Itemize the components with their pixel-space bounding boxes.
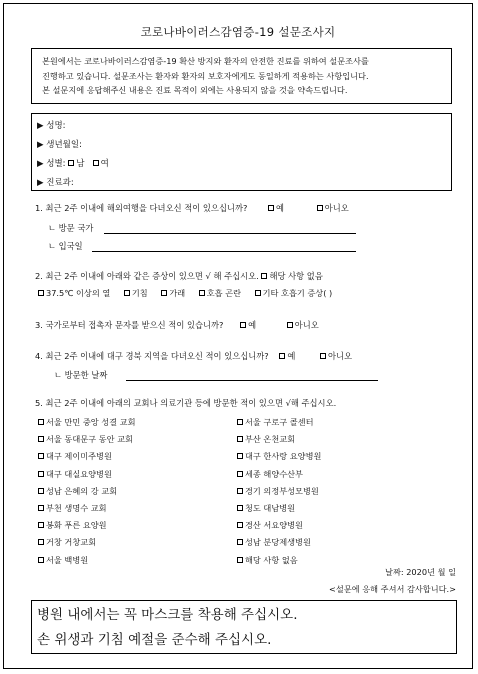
q5-item: 경산 서요양병원 <box>245 520 303 531</box>
gender-male-checkbox[interactable] <box>68 160 74 166</box>
q4-yes-checkbox[interactable] <box>279 353 285 359</box>
q5-checkbox[interactable] <box>38 453 44 459</box>
q4-visit-date-field[interactable] <box>126 380 378 381</box>
notice-line-1: 본원에서는 코로나바이러스감염증-19 확산 방지와 환자의 안전한 진료를 위하여 설문조사를 <box>42 56 369 66</box>
gender-row <box>37 155 451 174</box>
notice-line-3: 본 설문지에 응답해주신 내용은 진료 목적이 외에는 사용되지 않을 것을 약속드립니다. <box>42 85 348 95</box>
questionnaire-page <box>3 3 473 669</box>
q3-no-checkbox[interactable] <box>287 322 293 328</box>
q5-question: 5. 최근 2주 이내에 아래의 교회나 의료기관 등에 방문한 적이 있으면 √해 주십시오. <box>35 398 337 408</box>
q1-yes-checkbox[interactable] <box>268 205 274 211</box>
q5-item: 서울 백병원 <box>46 554 89 565</box>
q2-option-phlegm: 가래 <box>169 288 186 298</box>
q5-item: 해당 사항 없음 <box>245 554 298 565</box>
q3-yes-label: 예 <box>248 320 257 330</box>
reminder-line-2: 손 위생과 기침 예절을 준수해 주십시오. <box>37 632 272 648</box>
dept-label: ▶ 진료과: <box>37 178 74 188</box>
q5-item: 서울 구로구 콜센터 <box>245 417 314 427</box>
gender-label: ▶ 성별: <box>37 159 66 169</box>
thanks-text: <설문에 응해 주셔서 감사합니다.> <box>329 584 456 594</box>
q5-checkbox[interactable] <box>38 419 44 425</box>
q3-no-label: 아니오 <box>294 320 319 330</box>
q5-checkbox[interactable] <box>237 505 243 511</box>
q5-item: 부산 온천교회 <box>245 434 296 445</box>
reminder-line-1: 병원 내에서는 꼭 마스크를 착용해 주십시오. <box>37 607 298 623</box>
q5-checkbox[interactable] <box>237 488 243 494</box>
patient-info-box <box>31 113 452 191</box>
q1-entry-label: ㄴ 입국일 <box>48 241 83 251</box>
name-row <box>37 117 451 136</box>
q5-checkbox[interactable] <box>237 419 243 425</box>
q2-option-checkbox[interactable] <box>38 290 44 296</box>
q5-item: 서울 동대문구 동안 교회 <box>46 434 133 445</box>
q2-option-cough: 기침 <box>131 288 148 298</box>
q5-checkbox[interactable] <box>237 539 243 545</box>
q1-question <box>35 202 349 214</box>
q5-item: 서울 만민 중앙 성결 교회 <box>46 417 136 427</box>
q5-checkbox[interactable] <box>237 436 243 442</box>
date-line: 날짜: 2020년 월 일 <box>385 567 456 577</box>
q5-item: 거창 거창교회 <box>46 537 97 548</box>
q5-item: 대구 제이미주병원 <box>46 451 112 462</box>
q5-checkbox[interactable] <box>237 471 243 477</box>
q5-checkbox[interactable] <box>38 488 44 494</box>
q5-checkbox[interactable] <box>237 453 243 459</box>
q2-none-checkbox[interactable] <box>261 273 267 279</box>
page-title: 코로나바이러스감염증-19 설문조사지 <box>140 25 336 39</box>
q5-item: 성남 은혜의 강 교회 <box>46 485 118 496</box>
gender-female-label: 여 <box>100 159 109 169</box>
q3-yes-checkbox[interactable] <box>240 322 246 328</box>
q5-right-column <box>237 414 321 569</box>
q2-question <box>35 270 323 282</box>
q4-no-checkbox[interactable] <box>320 353 326 359</box>
reminder-box <box>31 600 457 654</box>
q2-option-other: 기타 호흡기 증상( ) <box>262 288 333 298</box>
q5-checkbox[interactable] <box>38 505 44 511</box>
q3-question <box>35 319 319 331</box>
q1-text: 1. 최근 2주 이내에 해외여행을 다녀오신 적이 있으십니까? <box>35 203 248 213</box>
q5-checkbox[interactable] <box>38 522 44 528</box>
q5-item: 경기 의정부성모병원 <box>245 485 319 496</box>
q1-no-checkbox[interactable] <box>317 205 323 211</box>
q2-options <box>38 288 343 299</box>
q2-option-fever: 37.5℃ 이상의 열 <box>46 288 111 298</box>
q5-checkbox[interactable] <box>237 557 243 563</box>
birth-label: ▶ 생년월일: <box>37 140 82 150</box>
q1-country-field[interactable] <box>104 233 356 234</box>
q2-option-checkbox[interactable] <box>161 290 167 296</box>
q5-item: 봉화 푸른 요양원 <box>46 520 107 531</box>
gender-female-checkbox[interactable] <box>93 160 99 166</box>
q2-option-checkbox[interactable] <box>124 290 130 296</box>
q5-checkbox[interactable] <box>38 471 44 477</box>
q4-no-label: 아니오 <box>328 351 353 361</box>
q2-option-checkbox[interactable] <box>199 290 205 296</box>
q1-yes-label: 예 <box>276 203 285 213</box>
q3-text: 3. 국가로부터 접촉자 문자를 받으신 적이 있습니까? <box>35 320 224 330</box>
q5-item: 대구 한사랑 요양병원 <box>245 451 322 462</box>
q2-text: 2. 최근 2주 이내에 아래와 같은 증상이 있으면 √ 해 주십시오. <box>35 271 259 281</box>
q2-option-checkbox[interactable] <box>255 290 261 296</box>
q5-checkbox[interactable] <box>38 436 44 442</box>
gender-male-label: 남 <box>76 159 85 169</box>
q2-none-label: 해당 사항 없음 <box>269 271 323 281</box>
q5-item: 부천 생명수 교회 <box>46 502 107 513</box>
birth-row <box>37 136 451 155</box>
q4-question <box>35 350 352 362</box>
q5-item: 청도 대남병원 <box>245 502 296 513</box>
q1-country-label: ㄴ 방문 국가 <box>48 223 94 233</box>
q1-no-label: 아니오 <box>324 203 349 213</box>
q5-checkbox[interactable] <box>237 522 243 528</box>
q5-checkbox[interactable] <box>38 557 44 563</box>
q2-option-dyspnea: 호흡 곤란 <box>206 288 242 298</box>
dept-row <box>37 174 451 193</box>
q5-left-column <box>38 414 136 569</box>
q5-item: 성남 분당제생병원 <box>245 537 311 548</box>
q5-item: 대구 대실요양병원 <box>46 468 112 479</box>
q5-checkbox[interactable] <box>38 539 44 545</box>
notice-box <box>31 48 452 104</box>
q1-entry-field[interactable] <box>92 251 356 252</box>
q4-yes-label: 예 <box>287 351 296 361</box>
q5-item: 세종 해양수산부 <box>245 468 303 479</box>
notice-line-2: 진행하고 있습니다. 설문조사는 환자와 환자의 보호자에게도 동일하게 적용하는 사항입니다. <box>42 70 369 81</box>
q4-visit-label: ㄴ 방문한 날짜 <box>54 370 108 380</box>
name-label: ▶ 성명: <box>37 121 66 131</box>
q4-text: 4. 최근 2주 이내에 대구 경북 지역을 다녀오신 적이 있으십니까? <box>35 351 269 361</box>
